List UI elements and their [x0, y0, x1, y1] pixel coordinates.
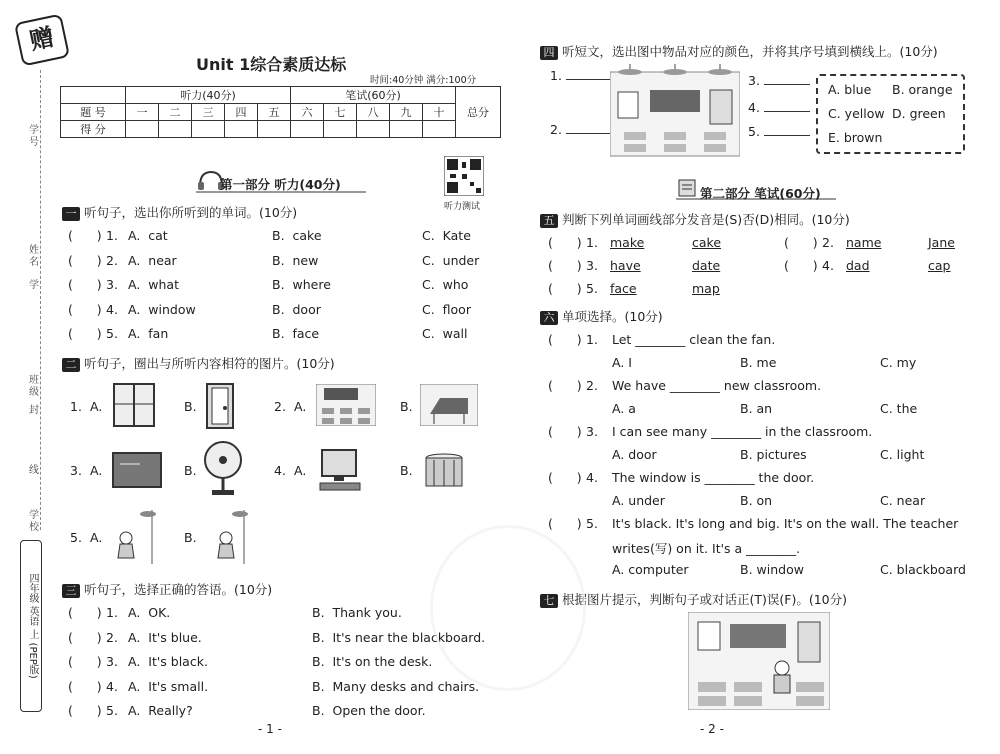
- q4-option-b: B. orange: [892, 82, 953, 97]
- q5-word-a: make: [610, 235, 645, 250]
- q6-item-number: 4.: [586, 470, 598, 485]
- q6-option-a[interactable]: A. I: [612, 355, 632, 370]
- q6-instruction: 单项选择。(10分): [562, 309, 663, 324]
- q4-option-c: C. yellow: [828, 106, 885, 121]
- q3-option-b-text: Many desks and chairs.: [332, 678, 480, 694]
- q1-option-b[interactable]: B. cake: [272, 228, 322, 243]
- q6-item-number: 2.: [586, 378, 598, 393]
- q3-option-b[interactable]: B. Thank you.: [312, 605, 402, 620]
- q5-word-b: cap: [928, 258, 951, 273]
- score-cell[interactable]: [258, 121, 291, 138]
- q6-item-number: 5.: [586, 516, 598, 531]
- row-label-qno: 题 号: [61, 104, 126, 121]
- classroom-scene-picture-icon: [688, 612, 830, 710]
- score-cell[interactable]: [390, 121, 423, 138]
- q6-option-c[interactable]: C. near: [880, 493, 926, 508]
- binding-margin: [0, 0, 57, 754]
- computer-picture-icon: [318, 448, 364, 492]
- q6-option-b[interactable]: B. on: [740, 493, 773, 508]
- q3-option-b[interactable]: B. It's on the desk.: [312, 654, 433, 669]
- q3-instruction: 听句子，选择正确的答语。(10分): [84, 582, 273, 597]
- q3-option-a-text: It's blue.: [148, 629, 202, 645]
- q5-word-b: map: [692, 281, 720, 296]
- q1-option-c-text: Kate: [442, 228, 471, 243]
- score-cell[interactable]: [324, 121, 357, 138]
- q2-item-2: 2.: [274, 399, 286, 414]
- q3-option-a[interactable]: A. Really?: [128, 703, 193, 718]
- q1-option-a[interactable]: A. window: [128, 301, 196, 317]
- q1-option-a-text: fan: [148, 326, 169, 341]
- score-cell[interactable]: [192, 121, 225, 138]
- book-band: 四年级 英语 上 (PEP版): [20, 540, 42, 712]
- qr-code-icon: [444, 156, 484, 196]
- q3-option-b[interactable]: B. It's near the blackboard.: [312, 629, 486, 645]
- q4-blank-4[interactable]: [748, 100, 810, 115]
- q3-option-a-text: Really?: [148, 703, 193, 718]
- q1-item-number: 5.: [106, 326, 118, 341]
- q1-item-number: 2.: [106, 252, 118, 268]
- q6-item-number: 1.: [586, 332, 598, 347]
- q6-option-c[interactable]: C. my: [880, 355, 917, 370]
- q2-number: 二: [62, 358, 80, 372]
- score-cell[interactable]: [126, 121, 159, 138]
- classroom-picture-icon: [610, 62, 740, 158]
- q2-instruction: 听句子，圈出与所听内容相符的图片。(10分): [84, 356, 335, 371]
- q5-answer-paren[interactable]: ( ): [548, 235, 582, 250]
- col-6: 六: [291, 104, 324, 121]
- q3-option-a[interactable]: A. It's small.: [128, 678, 209, 694]
- score-table: [60, 86, 501, 138]
- q1-option-c[interactable]: C. under: [422, 252, 480, 268]
- q3-option-b-text: It's near the blackboard.: [332, 629, 486, 645]
- q3-answer-paren[interactable]: ( ): [68, 678, 102, 694]
- label-xue: 学: [29, 280, 39, 291]
- col-8: 八: [357, 104, 390, 121]
- q3-number: 三: [62, 584, 80, 598]
- q3-heading: [62, 580, 272, 598]
- q1-option-a-text: cat: [148, 228, 168, 243]
- gift-badge: 赠: [14, 13, 70, 66]
- q3-option-b-text: Thank you.: [332, 605, 402, 620]
- col-9: 九: [390, 104, 423, 121]
- q1-item-number: 4.: [106, 301, 118, 317]
- q6-question: We have ________ new classroom.: [612, 378, 822, 393]
- q1-instruction: 听句子，选出你所听到的单词。(10分): [84, 205, 298, 220]
- q1-item-number: 1.: [106, 228, 118, 243]
- page-title: Unit 1综合素质达标: [196, 55, 347, 74]
- q3-option-a[interactable]: A. It's blue.: [128, 629, 202, 645]
- q3-answer-paren[interactable]: ( ): [68, 703, 102, 718]
- q3-item-number: 5.: [106, 703, 118, 718]
- q3-option-a[interactable]: A. OK.: [128, 605, 171, 620]
- q1-option-c-text: under: [442, 252, 480, 268]
- q1-option-c[interactable]: C. who: [422, 277, 469, 292]
- q3-item-number: 1.: [106, 605, 118, 620]
- q4-num-1: 1.: [550, 68, 562, 83]
- q3-item-number: 3.: [106, 654, 118, 669]
- qr-caption: 听力测试: [444, 202, 481, 212]
- q4-option-d: D. green: [892, 106, 946, 121]
- score-cell[interactable]: [423, 121, 456, 138]
- q6-question: Let ________ clean the fan.: [612, 332, 776, 347]
- q2-item-4: 4.: [274, 463, 286, 478]
- q4-blank-3[interactable]: [748, 73, 810, 88]
- q1-option-a[interactable]: A. near: [128, 252, 177, 268]
- q1-answer-paren[interactable]: ( ): [68, 326, 102, 341]
- q6-option-c[interactable]: C. the: [880, 401, 918, 416]
- q6-option-a[interactable]: A. a: [612, 401, 636, 416]
- q5-word-a: have: [610, 258, 641, 273]
- label-line: 线: [29, 465, 39, 476]
- q2-1-option-b[interactable]: B.: [184, 399, 197, 414]
- q4-option-e: E. brown: [828, 130, 883, 145]
- q4-num-5: 5.: [748, 124, 760, 139]
- q4-heading: [540, 42, 938, 60]
- q6-answer-paren[interactable]: ( ): [548, 424, 582, 439]
- girl-near-light-picture-icon: [204, 508, 254, 566]
- q4-num-2: 2.: [550, 122, 562, 137]
- q3-item-number: 2.: [106, 629, 118, 645]
- q7-heading: [540, 590, 847, 608]
- q1-answer-paren[interactable]: ( ): [68, 301, 102, 317]
- page-number-1: - 1 -: [258, 722, 282, 736]
- q4-num-3: 3.: [748, 73, 760, 88]
- q5-word-a: name: [846, 235, 882, 250]
- row-label-score: 得 分: [61, 121, 126, 138]
- col-4: 四: [225, 104, 258, 121]
- q6-question: The window is ________ the door.: [612, 470, 815, 485]
- score-cell[interactable]: [357, 121, 390, 138]
- q3-option-a[interactable]: A. It's black.: [128, 654, 208, 669]
- page-number-2: - 2 -: [700, 722, 724, 736]
- q5-answer-paren[interactable]: ( ): [548, 281, 582, 296]
- score-total: 总分: [456, 87, 501, 138]
- q3-option-a-text: It's black.: [148, 654, 208, 669]
- q1-option-b[interactable]: B. where: [272, 277, 331, 292]
- q6-answer-paren[interactable]: ( ): [548, 516, 582, 531]
- q4-blank-5[interactable]: [748, 124, 810, 139]
- q2-5-option-a[interactable]: A.: [90, 530, 103, 545]
- q1-option-b[interactable]: B. face: [272, 326, 320, 341]
- q1-heading: [62, 203, 297, 221]
- label-student-no: 学号: [29, 125, 39, 148]
- col-5: 五: [258, 104, 291, 121]
- q5-item-number: 4.: [822, 258, 834, 273]
- q6-option-a[interactable]: A. door: [612, 447, 657, 462]
- q4-blank-2[interactable]: [550, 122, 612, 137]
- q6-question: I can see many ________ in the classroom.: [612, 424, 873, 439]
- col-1: 一: [126, 104, 159, 121]
- q3-answer-paren[interactable]: ( ): [68, 629, 102, 645]
- q1-option-c[interactable]: C. floor: [422, 301, 471, 317]
- q2-item-5: 5.: [70, 530, 82, 545]
- q2-3-option-a[interactable]: A.: [90, 463, 103, 478]
- q5-word-a: face: [610, 281, 637, 296]
- q3-option-a-text: OK.: [148, 605, 171, 620]
- q5-item-number: 5.: [586, 281, 598, 296]
- q1-option-b[interactable]: B. door: [272, 301, 321, 317]
- q6-option-b[interactable]: B. an: [740, 401, 773, 416]
- q5-word-a: dad: [846, 258, 870, 273]
- q2-2-option-a[interactable]: A.: [294, 399, 307, 414]
- score-group-write: 笔试(60分): [291, 87, 456, 104]
- cut-line: [40, 70, 41, 530]
- q7-instruction: 根据图片提示，判断句子或对话正(T)误(F)。(10分): [562, 592, 847, 607]
- q1-answer-paren[interactable]: ( ): [68, 277, 102, 292]
- label-school: 学校: [29, 510, 39, 533]
- q1-option-c[interactable]: C. wall: [422, 326, 468, 341]
- q2-4-option-b[interactable]: B.: [400, 463, 413, 478]
- q5-word-b: date: [692, 258, 721, 273]
- q1-option-c-text: who: [442, 277, 469, 292]
- q5-word-b: Jane: [928, 235, 955, 250]
- music-room-picture-icon: [420, 384, 478, 426]
- q2-item-3: 3.: [70, 463, 82, 478]
- q3-option-a-text: It's small.: [148, 678, 209, 694]
- label-name: 姓名: [29, 245, 39, 268]
- q1-option-b-text: door: [292, 301, 321, 317]
- q2-item-1: 1.: [70, 399, 82, 414]
- q1-item-number: 3.: [106, 277, 118, 292]
- q6-option-a[interactable]: A. computer: [612, 562, 689, 577]
- q6-answer-paren[interactable]: ( ): [548, 378, 582, 393]
- q3-option-b-text: Open the door.: [332, 703, 426, 718]
- q5-answer-paren[interactable]: ( ): [784, 258, 818, 273]
- q6-option-b[interactable]: B. me: [740, 355, 777, 370]
- q1-option-b-text: cake: [292, 228, 322, 243]
- q5-heading: [540, 210, 850, 228]
- window-picture-icon: [112, 382, 156, 428]
- q6-question: It's black. It's long and big. It's on the wall. The teacher: [612, 516, 959, 531]
- q6-option-a[interactable]: A. under: [612, 493, 665, 508]
- col-3: 三: [192, 104, 225, 121]
- q1-option-c[interactable]: C. Kate: [422, 228, 471, 243]
- q5-instruction: 判断下列单词画线部分发音是(S)否(D)相同。(10分): [562, 212, 850, 227]
- q6-answer-paren[interactable]: ( ): [548, 332, 582, 347]
- q1-option-a[interactable]: A. what: [128, 277, 179, 292]
- part2-title: 第二部分 笔试(60分): [700, 186, 821, 201]
- q5-number: 五: [540, 214, 558, 228]
- q6-option-c[interactable]: C. blackboard: [880, 562, 966, 577]
- q6-heading: [540, 307, 663, 325]
- q6-option-c[interactable]: C. light: [880, 447, 925, 462]
- q4-blank-1[interactable]: [550, 68, 612, 83]
- q2-heading: [62, 354, 335, 372]
- fan-picture-icon: [202, 440, 244, 496]
- q2-1-option-a[interactable]: A.: [90, 399, 103, 414]
- score-group-listen: 听力(40分): [126, 87, 291, 104]
- label-class: 班级: [29, 375, 39, 398]
- q3-option-b-text: It's on the desk.: [332, 654, 433, 669]
- q2-3-option-b[interactable]: B.: [184, 463, 197, 478]
- part1-title: 第一部分 听力(40分): [220, 177, 341, 192]
- q1-option-b-text: face: [292, 326, 320, 341]
- q1-answer-paren[interactable]: ( ): [68, 252, 102, 268]
- girl-under-light-picture-icon: [112, 508, 162, 566]
- q5-answer-paren[interactable]: ( ): [784, 235, 818, 250]
- q6-number: 六: [540, 311, 558, 325]
- label-seal: 封: [29, 405, 39, 416]
- q6-option-b[interactable]: B. pictures: [740, 447, 807, 462]
- col-10: 十: [423, 104, 456, 121]
- q1-answer-paren[interactable]: ( ): [68, 228, 102, 243]
- trash-bin-picture-icon: [424, 452, 464, 490]
- q3-answer-paren[interactable]: ( ): [68, 654, 102, 669]
- publisher-watermark: [430, 525, 586, 691]
- score-cell[interactable]: [159, 121, 192, 138]
- q1-option-a[interactable]: A. cat: [128, 228, 168, 243]
- exam-meta: 时间:40分钟 满分:100分: [370, 75, 477, 86]
- q3-option-b[interactable]: B. Many desks and chairs.: [312, 678, 480, 694]
- q1-option-a[interactable]: A. fan: [128, 326, 169, 341]
- q3-option-b[interactable]: B. Open the door.: [312, 703, 426, 718]
- q6-answer-paren[interactable]: ( ): [548, 470, 582, 485]
- q6-item-number: 3.: [586, 424, 598, 439]
- q1-number: 一: [62, 207, 80, 221]
- q2-5-option-b[interactable]: B.: [184, 530, 197, 545]
- q1-option-c-text: wall: [442, 326, 468, 341]
- q5-item-number: 3.: [586, 258, 598, 273]
- scroll-icon: [676, 177, 700, 199]
- door-picture-icon: [205, 382, 235, 430]
- q5-word-b: cake: [692, 235, 722, 250]
- q1-option-b-text: where: [292, 277, 331, 292]
- q1-option-a-text: what: [148, 277, 179, 292]
- q1-option-b[interactable]: B. new: [272, 252, 319, 268]
- score-cell[interactable]: [225, 121, 258, 138]
- q5-item-number: 2.: [822, 235, 834, 250]
- q1-option-a-text: window: [148, 301, 196, 317]
- q1-option-a-text: near: [148, 252, 177, 268]
- q4-instruction: 听短文，选出图中物品对应的颜色，并将其序号填到横线上。(10分): [562, 44, 938, 59]
- q4-num-4: 4.: [748, 100, 760, 115]
- col-2: 二: [159, 104, 192, 121]
- classroom-desks-picture-icon: [316, 384, 376, 426]
- q3-item-number: 4.: [106, 678, 118, 694]
- q4-number: 四: [540, 46, 558, 60]
- q3-answer-paren[interactable]: ( ): [68, 605, 102, 620]
- col-7: 七: [324, 104, 357, 121]
- score-cell[interactable]: [291, 121, 324, 138]
- q1-option-b-text: new: [292, 252, 319, 268]
- blackboard-picture-icon: [112, 452, 162, 488]
- q4-option-a: A. blue: [828, 82, 872, 97]
- q5-item-number: 1.: [586, 235, 598, 250]
- q2-4-option-a[interactable]: A.: [294, 463, 307, 478]
- q5-answer-paren[interactable]: ( ): [548, 258, 582, 273]
- q7-number: 七: [540, 594, 558, 608]
- q6-question-cont: writes(写) on it. It's a ________.: [612, 541, 801, 556]
- q6-option-b[interactable]: B. window: [740, 562, 804, 577]
- q2-2-option-b[interactable]: B.: [400, 399, 413, 414]
- q1-option-c-text: floor: [442, 301, 471, 317]
